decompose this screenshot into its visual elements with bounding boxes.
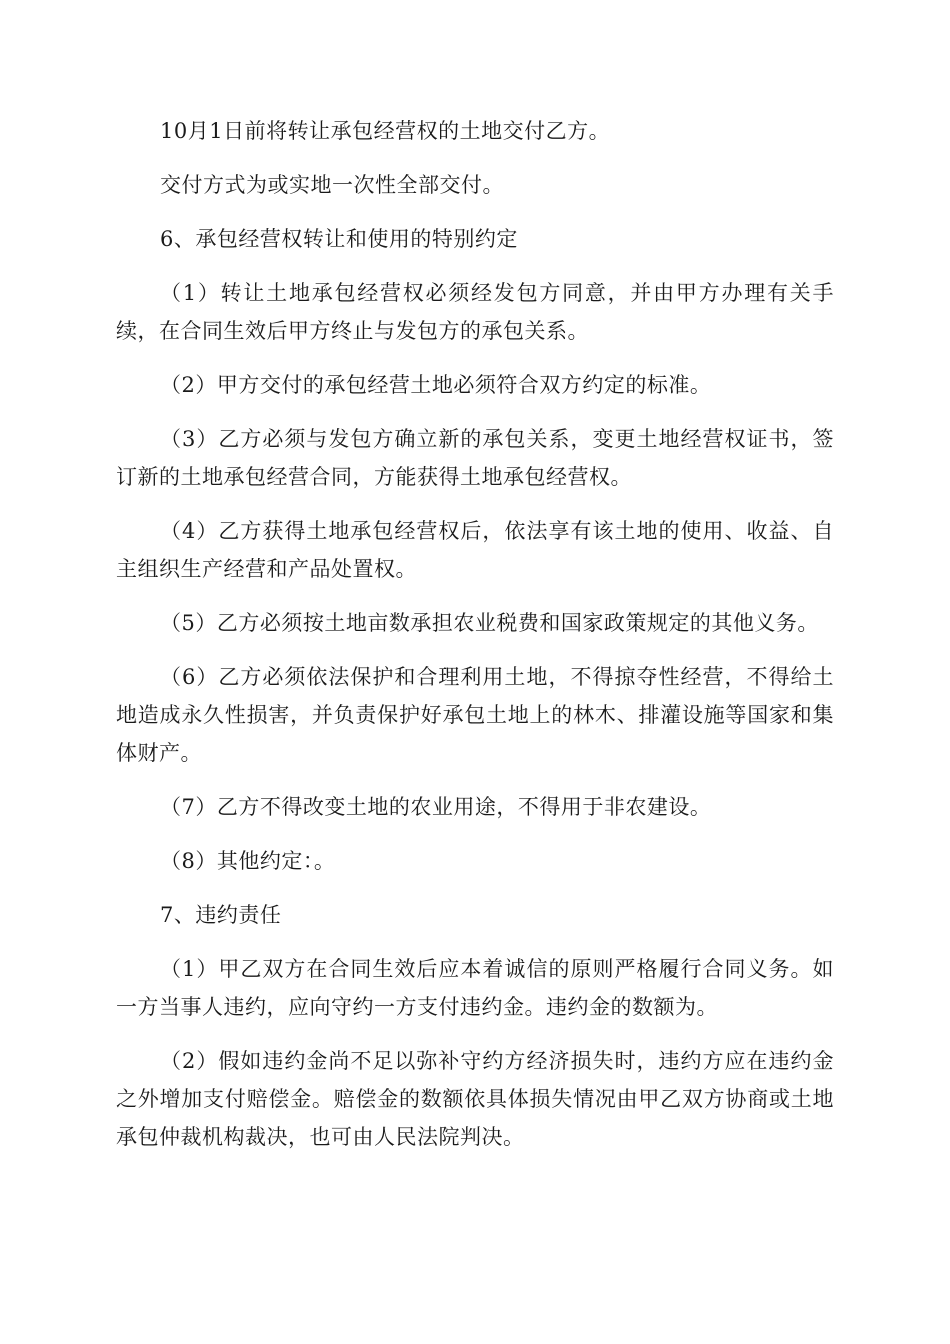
paragraph-delivery-date: 10月1日前将转让承包经营权的土地交付乙方。	[160, 119, 611, 143]
section-heading-special-terms: 6、承包经营权转让和使用的特别约定	[160, 227, 518, 251]
clause-4: （4）乙方获得土地承包经营权后，依法享有该土地的使用、收益、自主组织生产经营和产品处置权。	[116, 519, 834, 581]
clause-6: （6）乙方必须依法保护和合理利用土地，不得掠夺性经营，不得给土地造成永久性损害，并负责保护好承包土地上的林木、排灌设施等国家和集体财产。	[116, 665, 834, 765]
clause-1: （1）转让土地承包经营权必须经发包方同意，并由甲方办理有关手续，在合同生效后甲方终止与发包方的承包关系。	[116, 281, 834, 343]
clause-2: （2）甲方交付的承包经营土地必须符合双方约定的标准。	[160, 373, 712, 397]
clause-3: （3）乙方必须与发包方确立新的承包关系，变更土地经营权证书，签订新的土地承包经营合同，方能获得土地承包经营权。	[116, 427, 834, 489]
paragraph-delivery-method: 交付方式为或实地一次性全部交付。	[160, 173, 504, 197]
clause-8: （8）其他约定：。	[160, 849, 336, 873]
liability-clause-1: （1）甲乙双方在合同生效后应本着诚信的原则严格履行合同义务。如一方当事人违约，应向守约一方支付违约金。违约金的数额为。	[116, 957, 834, 1019]
clause-5: （5）乙方必须按土地亩数承担农业税费和国家政策规定的其他义务。	[160, 611, 819, 635]
section-heading-liability: 7、违约责任	[160, 903, 282, 927]
clause-7: （7）乙方不得改变土地的农业用途，不得用于非农建设。	[160, 795, 712, 819]
liability-clause-2: （2）假如违约金尚不足以弥补守约方经济损失时，违约方应在违约金之外增加支付赔偿金。赔偿金的数额依具体损失情况由甲乙双方协商或土地承包仲裁机构裁决，也可由人民法院判决。	[116, 1049, 834, 1149]
